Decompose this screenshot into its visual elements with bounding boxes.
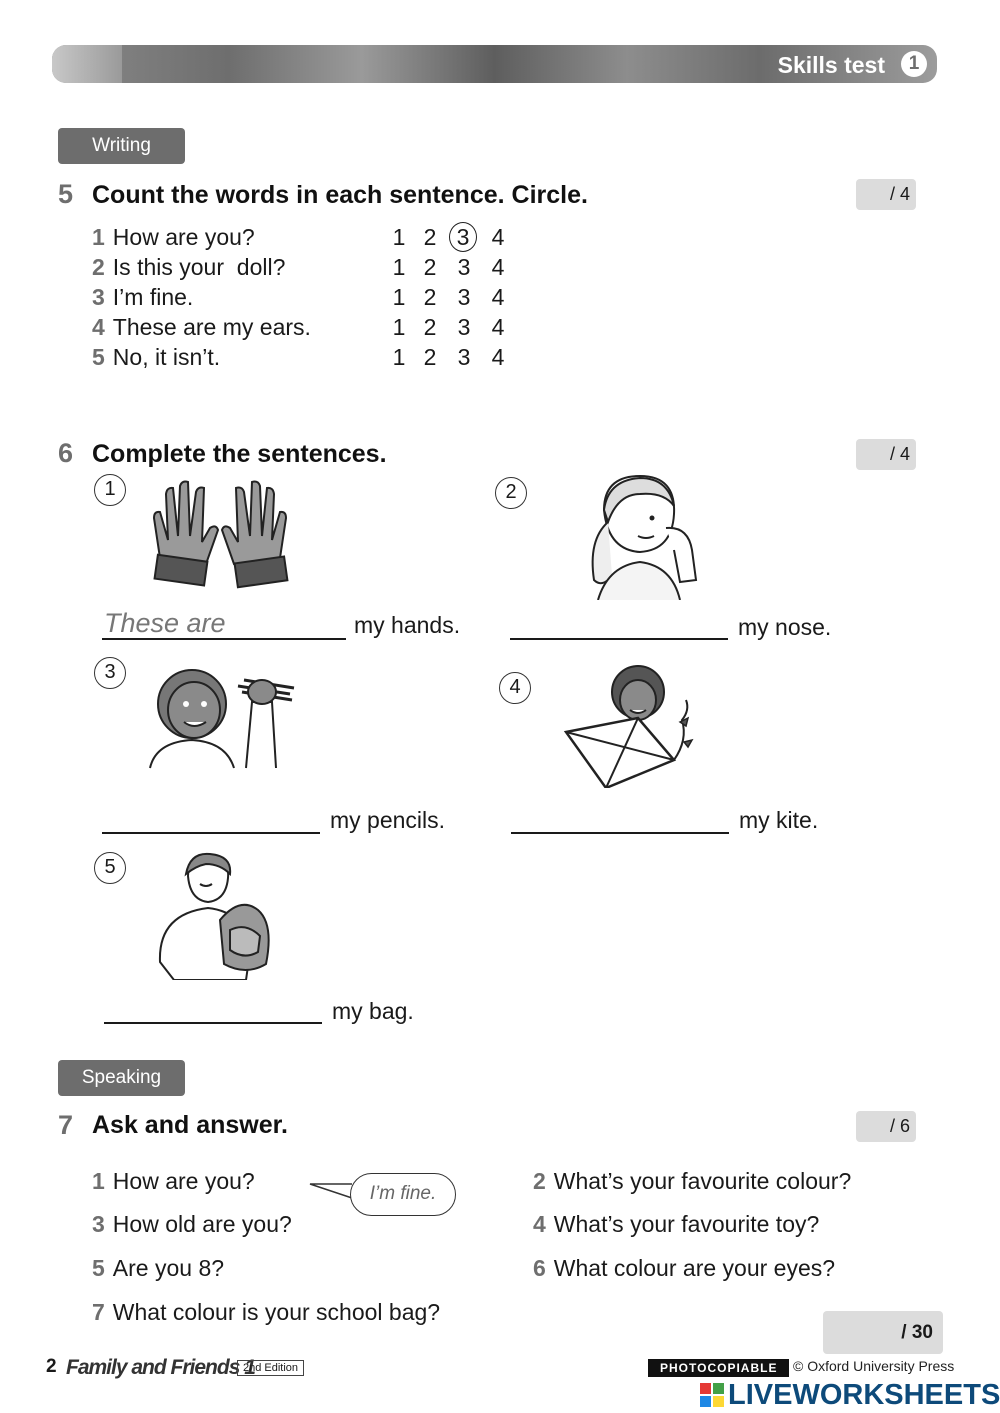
choice[interactable]: 3 xyxy=(457,344,471,370)
answer-line-1[interactable] xyxy=(102,638,346,640)
ex7-question-1: 1 How are you? xyxy=(92,1168,255,1194)
answer-line-3[interactable] xyxy=(102,832,320,834)
picture-number-1: 1 xyxy=(94,474,126,506)
edition-badge: 2nd Edition xyxy=(237,1360,304,1376)
girl-touching-nose-illustration xyxy=(568,470,718,600)
page-number: 2 xyxy=(46,1356,57,1377)
boy-with-pencils-illustration xyxy=(146,658,296,773)
choice[interactable]: 2 xyxy=(423,224,437,250)
answer-line-4[interactable] xyxy=(511,832,729,834)
example-answer: These are xyxy=(104,608,226,638)
ex5-item-5: 5 No, it isn’t. xyxy=(92,344,221,370)
choice[interactable]: 4 xyxy=(491,254,505,280)
speech-bubble: I’m fine. xyxy=(350,1173,456,1216)
answer-line-2[interactable] xyxy=(510,638,728,640)
exercise-6-score: / 4 xyxy=(856,439,916,470)
exercise-6-number: 6 xyxy=(58,438,74,468)
section-label-speaking: Speaking xyxy=(58,1060,185,1096)
exercise-7-score: / 6 xyxy=(856,1111,916,1142)
photocopiable-label: PHOTOCOPIABLE xyxy=(648,1359,789,1377)
choice[interactable]: 4 xyxy=(491,284,505,310)
choice[interactable]: 2 xyxy=(423,314,437,340)
choice[interactable]: 2 xyxy=(423,284,437,310)
picture-number-3: 3 xyxy=(94,657,126,689)
section-label-writing: Writing xyxy=(58,128,185,164)
choice[interactable]: 1 xyxy=(392,224,406,250)
ex7-question-6: 6 What colour are your eyes? xyxy=(533,1255,836,1281)
ex5-item-2: 2 Is this your doll? xyxy=(92,254,286,280)
choice[interactable]: 3 xyxy=(457,284,471,310)
choice[interactable]: 4 xyxy=(491,224,505,250)
choice[interactable]: 4 xyxy=(491,314,505,340)
sentence-tail-2: my nose. xyxy=(738,614,832,640)
ex5-item-1: 1 How are you? xyxy=(92,224,255,250)
liveworksheets-watermark: LIVEWORKSHEETS xyxy=(728,1379,1000,1411)
ex7-question-7: 7 What colour is your school bag? xyxy=(92,1299,441,1325)
ex7-question-4: 4 What’s your favourite toy? xyxy=(533,1211,820,1237)
boy-with-bag-illustration xyxy=(150,852,290,980)
picture-number-4: 4 xyxy=(499,672,531,704)
hands-illustration xyxy=(140,478,300,596)
choice[interactable]: 1 xyxy=(392,254,406,280)
liveworksheets-logo-icon xyxy=(700,1383,724,1407)
ex7-question-3: 3 How old are you? xyxy=(92,1211,292,1237)
answer-line-5[interactable] xyxy=(104,1022,322,1024)
total-score: / 30 xyxy=(823,1311,943,1354)
choice[interactable]: 4 xyxy=(491,344,505,370)
exercise-7-title: Ask and answer. xyxy=(92,1111,288,1139)
sentence-tail-3: my pencils. xyxy=(330,807,446,833)
choice-circled[interactable]: 3 xyxy=(449,222,477,252)
choice[interactable]: 1 xyxy=(392,284,406,310)
sentence-tail-5: my bag. xyxy=(332,998,414,1024)
picture-number-5: 5 xyxy=(94,852,126,884)
header-title: Skills test xyxy=(777,52,885,78)
header-banner xyxy=(52,45,937,83)
sentence-tail-4: my kite. xyxy=(739,807,819,833)
exercise-7-number: 7 xyxy=(58,1110,74,1140)
choice[interactable]: 3 xyxy=(457,254,471,280)
choice[interactable]: 3 xyxy=(457,314,471,340)
ex5-item-4: 4 These are my ears. xyxy=(92,314,311,340)
exercise-5-number: 5 xyxy=(58,179,74,209)
ex7-question-2: 2 What’s your favourite colour? xyxy=(533,1168,852,1194)
choice[interactable]: 2 xyxy=(423,254,437,280)
ex5-item-3: 3 I’m fine. xyxy=(92,284,194,310)
brand-logo: Family and Friends 1 xyxy=(66,1356,255,1379)
choice[interactable]: 1 xyxy=(392,344,406,370)
exercise-5-score: / 4 xyxy=(856,179,916,210)
girl-with-kite-illustration xyxy=(558,660,708,788)
ex7-question-5: 5 Are you 8? xyxy=(92,1255,225,1281)
banner-decoration xyxy=(52,45,122,83)
sentence-tail-1: my hands. xyxy=(354,612,461,638)
test-number-badge: 1 xyxy=(901,51,927,77)
publisher-credit: © Oxford University Press xyxy=(793,1358,955,1374)
choice[interactable]: 2 xyxy=(423,344,437,370)
choice[interactable]: 1 xyxy=(392,314,406,340)
exercise-5-title: Count the words in each sentence. Circle. xyxy=(92,181,588,209)
exercise-6-title: Complete the sentences. xyxy=(92,440,387,468)
picture-number-2: 2 xyxy=(495,477,527,509)
